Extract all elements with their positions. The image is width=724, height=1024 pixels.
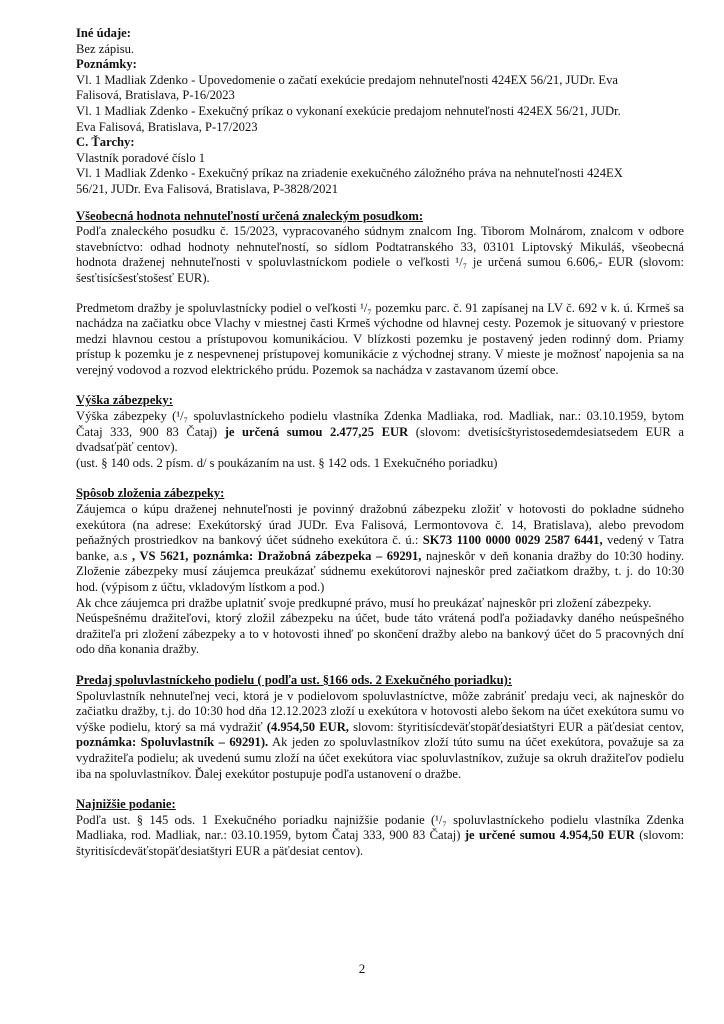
podanie-text-c: (slovom: štyritisícdeväťstopäťdesiatštyri EUR a päťdesiat centov). [76,828,684,858]
zabezpeka-note: (ust. § 140 ods. 2 písm. d/ s poukázaním na ust. § 142 ods. 1 Exekučného poriadku) [76,455,498,470]
ine-udaje-title: Iné údaje: [76,26,131,40]
predaj-text-a: Spoluvlastník nehnuteľnej veci, ktorá je v podielovom spoluvlastníctve, môže zabrániť predaju veci, ak najneskôr do začiatku dražby, t.j. do 10:30 hod dňa 12.12.2023 zloží u exekútora v hotovosti alebo šekom na účet exekútora sumu vo výške podielu, ktorý sa má vydražiť [76,688,684,734]
predaj-title: Predaj spoluvlastníckeho podielu ( podľa ust. §166 ods. 2 Exekučného poriadku): [76,672,513,687]
sposob-p1-c: vedený v Tatra banke, a.s [76,533,684,563]
poznamka-1-line2: Falisová, Bratislava, P-16/2023 [76,88,235,103]
predaj-text [76,689,684,783]
sposob-p1-e: najneskôr v deň konania dražby do 10:30 hodiny. Zloženie zábezpeky musí záujemca preukázať súdnemu exekútorovi najneskôr pred začiatkom dražby, t. j. do 10:30 hod. (výpisom z účtu, vkladovým lístkom a pod.) [76,548,685,594]
tarchy-owner: Vlastník poradové číslo 1 [76,150,206,165]
sposob-p3: Neúspešnému dražiteľovi, ktorý zložil zábezpeku na účet, bude táto vrátená podľa požiadavky daného neúspešného dražiteľa pri zložení zábezpeky a to v hotovosti ihneď po skončení dražby alebo na bankový účet do 5 pracovných dní odo dňa konania dražby. [76,611,684,657]
podanie-text [76,813,684,860]
zabezpeka-title: Výška zábezpeky: [76,393,173,408]
page-number: 2 [358,961,366,976]
tarcha-line2: 56/21, JUDr. Eva Falisová, Bratislava, P-3828/2021 [76,181,338,196]
podanie-text-a: Podľa ust. § 145 ods. 1 Exekučného poriadku najnižšie podanie (¹/₇ spoluvlastníckeho podielu vlastníka Zdenka Madliaka, rod. Madliak, nar.: 03.10.1959, bytom Čataj 333, 900 83 Čataj) [76,812,684,843]
predmet-text: Predmetom dražby je spoluvlastnícky podiel o veľkosti ¹/₇ pozemku parc. č. 91 zapísanej na LV č. 692 v k. ú. Krmeš sa nachádza na začiatku obce Vlachy v miestnej časti Krmeš východne od hlavnej cesty. Pozemok je situovaný v priestore medzi hlavnou cestou a prístupovou komunikáciou. V blízkosti pozemku je postavený jeden rodinný dom. Priamy prístup k pozemku je z nespevnenej prístupovej komunikácie z východnej strany. V mieste je možnosť napojenia sa na verejný vodovod a rozvod elektrického prúdu. Pozemok sa nachádza v zastavanom území obce. [76,300,684,377]
poznamka-2-line2: Eva Falisová, Bratislava, P-17/2023 [76,119,258,134]
zabezpeka-text-c: (slovom: dvetisícštyristosedemdesiatsedem EUR a dvadsaťpäť centov). [76,424,684,455]
sposob-title: Spôsob zloženia zábezpeky: [76,486,225,501]
sposob-p1-a: Záujemca o kúpu draženej nehnuteľnosti je povinný dražobnú zábezpeku zložiť v hotovosti do pokladne súdneho exekútora (na adrese: Exekútorský úrad JUDr. Eva Falisová, Lermontovova č. 14, Bratislava), alebo prevodom peňažných prostriedkov na bankový účet súdneho exekútora č. ú.: [76,502,684,548]
predaj-text-e: Ak jeden zo spoluvlastníkov zloží túto sumu na účet exekútora, považuje sa za vydražiteľa podielu; ak uvedenú sumu zloží na účet exekútora viac spoluvlastníkov, zužuje sa okruh dražiteľov podielu iba na spoluvlastníkov. Ďalej exekútor postupuje podľa ustanovení o dražbe. [76,735,684,781]
zabezpeka-amount: je určená sumou 2.477,25 EUR [224,424,409,439]
iban: SK73 1100 0000 0029 2587 6441, [422,533,603,548]
predaj-text-c: slovom: štyritisícdeväťstopäťdesiatštyri EUR a päťdesiat centov, [348,719,684,734]
poznamky-title: Poznámky: [76,57,137,72]
podanie-amount: je určené sumou 4.954,50 EUR [464,828,635,843]
predaj-poznamka: poznámka: Spoluvlastník – 69291). [76,735,269,750]
hodnota-text: Podľa znaleckého posudku č. 15/2023, vypracovaného súdnym znalcom Ing. Tiborom Molnárom, znalcom v odbore stavebníctvo: odhad hodnoty nehnuteľností, so sídlom Podtatranského 33, 03101 Liptovský Mikuláš, všeobecná hodnota draženej nehnuteľnosti v spoluvlastníckom podiele o veľkosti ¹/₇ je určená sumou 6.606,- EUR (slovom: šesťtisícšesťstošesť EUR). [76,224,684,285]
zabezpeka-text-a: Výška zábezpeky (¹/₇ spoluvlastníckeho podielu vlastníka Zdenka Madliaka, rod. Madliak, nar.: 03.10.1959, bytom Čataj 333, 900 83 Čataj) [76,409,684,439]
sposob-p1 [76,502,684,596]
vs-poznamka: , VS 5621, poznámka: Dražobná zábezpeka – 69291, [131,548,422,563]
hodnota-title: Všeobecná hodnota nehnuteľností určená znaleckým posudkom: [76,208,424,223]
predaj-amount: (4.954,50 EUR, [266,719,349,734]
ine-udaje-value: Bez zápisu. [76,41,135,56]
tarchy-title: C. Ťarchy: [76,135,135,150]
tarcha-line1: Vl. 1 Madliak Zdenko - Exekučný príkaz na zriadenie exekučného záložného práva na nehnuteľnosti 424EX [76,166,623,181]
sposob-p2: Ak chce záujemca pri dražbe uplatniť svoje predkupné právo, musí ho preukázať najneskôr pri zložení zábezpeky. [76,595,652,610]
zabezpeka-text [76,409,684,456]
poznamka-2-line1: Vl. 1 Madliak Zdenko - Exekučný príkaz o vykonaní exekúcie predajom nehnuteľnosti 424EX 56/21, JUDr. [76,103,621,118]
podanie-title: Najnižšie podanie: [76,797,176,812]
poznamka-1-line1: Vl. 1 Madliak Zdenko - Upovedomenie o začatí exekúcie predajom nehnuteľnosti 424EX 56/21, JUDr. Eva [76,72,618,87]
